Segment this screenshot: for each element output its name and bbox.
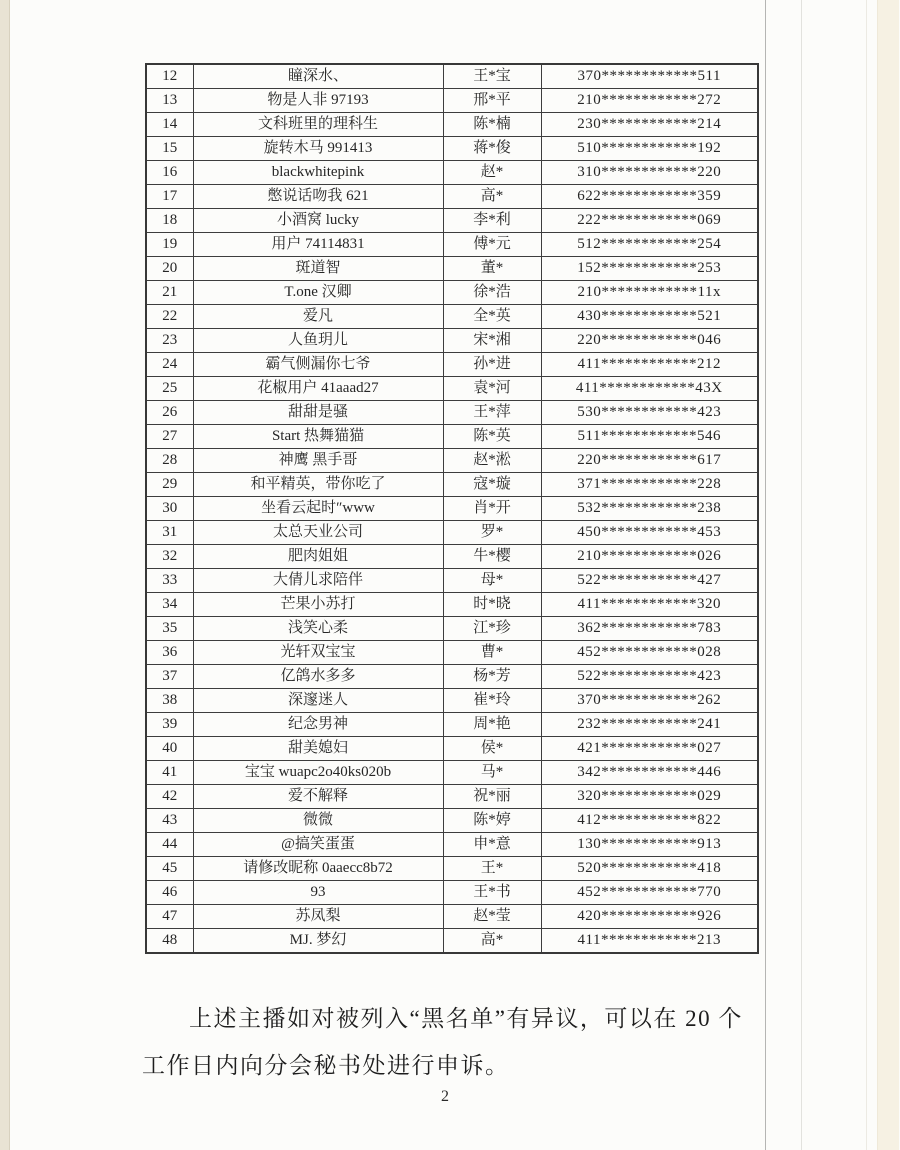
cell-name: 傅*元: [443, 233, 541, 257]
cell-id_number: 320************029: [541, 785, 758, 809]
cell-index: 41: [146, 761, 193, 785]
cell-name: 赵*: [443, 161, 541, 185]
cell-name: 崔*玲: [443, 689, 541, 713]
cell-id_number: 530************423: [541, 401, 758, 425]
cell-index: 16: [146, 161, 193, 185]
cell-name: 王*萍: [443, 401, 541, 425]
appeal-notice-line: 上述主播如对被列入“黑名单”有异议，可以在 20 个: [189, 1006, 743, 1031]
cell-id_number: 522************423: [541, 665, 758, 689]
table-row: [146, 113, 758, 137]
cell-nickname: 93: [193, 881, 443, 905]
cell-nickname: 用户 74114831: [193, 233, 443, 257]
cell-nickname: 甜甜是骚: [193, 401, 443, 425]
cell-id_number: 532************238: [541, 497, 758, 521]
cell-id_number: 232************241: [541, 713, 758, 737]
cell-index: 22: [146, 305, 193, 329]
table-row: [146, 929, 758, 954]
cell-index: 18: [146, 209, 193, 233]
cell-index: 35: [146, 617, 193, 641]
scan-edge-left: [0, 0, 10, 1150]
cell-id_number: 411************43X: [541, 377, 758, 401]
cell-nickname: 宝宝 wuapc2o40ks020b: [193, 761, 443, 785]
table-row: [146, 881, 758, 905]
cell-id_number: 452************028: [541, 641, 758, 665]
cell-index: 30: [146, 497, 193, 521]
cell-nickname: 微微: [193, 809, 443, 833]
cell-index: 19: [146, 233, 193, 257]
cell-name: 高*: [443, 185, 541, 209]
cell-nickname: 人鱼玥儿: [193, 329, 443, 353]
cell-nickname: 和平精英，带你吃了: [193, 473, 443, 497]
cell-name: 寇*璇: [443, 473, 541, 497]
cell-index: 26: [146, 401, 193, 425]
cell-nickname: 爱不解释: [193, 785, 443, 809]
cell-name: 邢*平: [443, 89, 541, 113]
cell-nickname: MJ. 梦幻: [193, 929, 443, 954]
cell-nickname: 憋说话吻我 621: [193, 185, 443, 209]
cell-name: 周*艳: [443, 713, 541, 737]
table-row: [146, 761, 758, 785]
table-row: [146, 281, 758, 305]
cell-nickname: 斑道智: [193, 257, 443, 281]
cell-name: 赵*淞: [443, 449, 541, 473]
cell-index: 45: [146, 857, 193, 881]
cell-id_number: 450************453: [541, 521, 758, 545]
cell-index: 42: [146, 785, 193, 809]
cell-index: 37: [146, 665, 193, 689]
cell-index: 46: [146, 881, 193, 905]
cell-nickname: 瞳深水、: [193, 64, 443, 89]
cell-name: 王*宝: [443, 64, 541, 89]
table-row: [146, 161, 758, 185]
cell-id_number: 342************446: [541, 761, 758, 785]
cell-name: 徐*浩: [443, 281, 541, 305]
cell-name: 侯*: [443, 737, 541, 761]
cell-id_number: 362************783: [541, 617, 758, 641]
table-row: [146, 377, 758, 401]
cell-id_number: 430************521: [541, 305, 758, 329]
cell-id_number: 210************11x: [541, 281, 758, 305]
table-row: [146, 209, 758, 233]
cell-name: 陈*楠: [443, 113, 541, 137]
table-row: [146, 569, 758, 593]
table-row: [146, 713, 758, 737]
cell-index: 34: [146, 593, 193, 617]
cell-name: 罗*: [443, 521, 541, 545]
cell-name: 董*: [443, 257, 541, 281]
table-row: [146, 185, 758, 209]
table-row: [146, 545, 758, 569]
cell-index: 25: [146, 377, 193, 401]
cell-index: 13: [146, 89, 193, 113]
cell-id_number: 370************262: [541, 689, 758, 713]
cell-id_number: 411************213: [541, 929, 758, 954]
cell-id_number: 510************192: [541, 137, 758, 161]
table-row: [146, 833, 758, 857]
cell-index: 36: [146, 641, 193, 665]
cell-nickname: 坐看云起时″www: [193, 497, 443, 521]
cell-name: 江*珍: [443, 617, 541, 641]
cell-index: 31: [146, 521, 193, 545]
cell-index: 20: [146, 257, 193, 281]
cell-index: 32: [146, 545, 193, 569]
table-row: [146, 905, 758, 929]
blacklist-table: [145, 63, 759, 954]
cell-id_number: 411************320: [541, 593, 758, 617]
cell-id_number: 222************069: [541, 209, 758, 233]
cell-index: 28: [146, 449, 193, 473]
table-row: [146, 665, 758, 689]
cell-nickname: 请修改昵称 0aaecc8b72: [193, 857, 443, 881]
cell-index: 24: [146, 353, 193, 377]
cell-index: 47: [146, 905, 193, 929]
cell-id_number: 230************214: [541, 113, 758, 137]
cell-name: 王*书: [443, 881, 541, 905]
table-row: [146, 521, 758, 545]
table-row: [146, 641, 758, 665]
table-row: [146, 449, 758, 473]
blacklist-table-body: [146, 64, 758, 953]
cell-id_number: 622************359: [541, 185, 758, 209]
cell-name: 袁*河: [443, 377, 541, 401]
cell-index: 27: [146, 425, 193, 449]
cell-index: 48: [146, 929, 193, 954]
cell-id_number: 522************427: [541, 569, 758, 593]
table-row: [146, 425, 758, 449]
table-row: [146, 617, 758, 641]
cell-nickname: blackwhitepink: [193, 161, 443, 185]
cell-index: 14: [146, 113, 193, 137]
cell-index: 38: [146, 689, 193, 713]
table-row: [146, 689, 758, 713]
cell-nickname: 爱凡: [193, 305, 443, 329]
table-row: [146, 64, 758, 89]
table-row: [146, 233, 758, 257]
cell-id_number: 512************254: [541, 233, 758, 257]
cell-id_number: 371************228: [541, 473, 758, 497]
cell-nickname: 光轩双宝宝: [193, 641, 443, 665]
cell-id_number: 220************046: [541, 329, 758, 353]
table-row: [146, 401, 758, 425]
cell-name: 肖*开: [443, 497, 541, 521]
cell-index: 23: [146, 329, 193, 353]
cell-nickname: 甜美媳妇: [193, 737, 443, 761]
cell-nickname: 亿鸽水多多: [193, 665, 443, 689]
cell-name: 高*: [443, 929, 541, 954]
cell-id_number: 420************926: [541, 905, 758, 929]
cell-name: 曹*: [443, 641, 541, 665]
scan-fold-line-faint: [801, 0, 802, 1150]
cell-id_number: 412************822: [541, 809, 758, 833]
table-row: [146, 785, 758, 809]
cell-nickname: Start 热舞猫猫: [193, 425, 443, 449]
cell-id_number: 310************220: [541, 161, 758, 185]
cell-nickname: 大倩儿求陪伴: [193, 569, 443, 593]
page-number: 2: [441, 1088, 449, 1105]
cell-name: 陈*英: [443, 425, 541, 449]
cell-name: 王*: [443, 857, 541, 881]
cell-nickname: 肥肉姐姐: [193, 545, 443, 569]
cell-nickname: 物是人非 97193: [193, 89, 443, 113]
cell-index: 39: [146, 713, 193, 737]
cell-nickname: 太总天业公司: [193, 521, 443, 545]
scan-fold-line-faint: [866, 0, 867, 1150]
cell-index: 17: [146, 185, 193, 209]
cell-nickname: 浅笑心柔: [193, 617, 443, 641]
cell-index: 21: [146, 281, 193, 305]
cell-nickname: 神鹰 黑手哥: [193, 449, 443, 473]
cell-index: 15: [146, 137, 193, 161]
cell-index: 40: [146, 737, 193, 761]
cell-nickname: @搞笑蛋蛋: [193, 833, 443, 857]
cell-nickname: 纪念男神: [193, 713, 443, 737]
cell-id_number: 210************026: [541, 545, 758, 569]
table-row: [146, 857, 758, 881]
cell-nickname: 旋转木马 991413: [193, 137, 443, 161]
cell-id_number: 370************511: [541, 64, 758, 89]
cell-name: 李*利: [443, 209, 541, 233]
scan-edge-right: [877, 0, 899, 1150]
cell-id_number: 152************253: [541, 257, 758, 281]
cell-nickname: 深邃迷人: [193, 689, 443, 713]
cell-name: 申*意: [443, 833, 541, 857]
cell-name: 蒋*俊: [443, 137, 541, 161]
cell-name: 宋*湘: [443, 329, 541, 353]
table-row: [146, 593, 758, 617]
cell-name: 全*英: [443, 305, 541, 329]
cell-index: 44: [146, 833, 193, 857]
cell-name: 陈*婷: [443, 809, 541, 833]
table-row: [146, 497, 758, 521]
cell-id_number: 130************913: [541, 833, 758, 857]
table-row: [146, 737, 758, 761]
appeal-notice-line: 工作日内向分会秘书处进行申诉。: [142, 1053, 510, 1078]
cell-id_number: 520************418: [541, 857, 758, 881]
cell-name: 时*晓: [443, 593, 541, 617]
cell-index: 12: [146, 64, 193, 89]
cell-index: 33: [146, 569, 193, 593]
scan-fold-line: [765, 0, 766, 1150]
cell-id_number: 220************617: [541, 449, 758, 473]
cell-name: 杨*芳: [443, 665, 541, 689]
cell-nickname: 霸气侧漏你七爷: [193, 353, 443, 377]
table-row: [146, 137, 758, 161]
cell-name: 母*: [443, 569, 541, 593]
cell-name: 孙*进: [443, 353, 541, 377]
cell-id_number: 421************027: [541, 737, 758, 761]
cell-name: 祝*丽: [443, 785, 541, 809]
table-row: [146, 473, 758, 497]
cell-id_number: 452************770: [541, 881, 758, 905]
cell-nickname: 花椒用户 41aaad27: [193, 377, 443, 401]
cell-name: 牛*樱: [443, 545, 541, 569]
cell-id_number: 210************272: [541, 89, 758, 113]
cell-name: 赵*莹: [443, 905, 541, 929]
cell-nickname: 芒果小苏打: [193, 593, 443, 617]
table-row: [146, 353, 758, 377]
cell-nickname: T.one 汉卿: [193, 281, 443, 305]
cell-nickname: 苏凤梨: [193, 905, 443, 929]
cell-nickname: 小酒窝 lucky: [193, 209, 443, 233]
table-row: [146, 809, 758, 833]
cell-index: 43: [146, 809, 193, 833]
cell-name: 马*: [443, 761, 541, 785]
table-row: [146, 329, 758, 353]
cell-nickname: 文科班里的理科生: [193, 113, 443, 137]
appeal-notice: [142, 995, 774, 1089]
cell-id_number: 411************212: [541, 353, 758, 377]
cell-index: 29: [146, 473, 193, 497]
table-row: [146, 89, 758, 113]
cell-id_number: 511************546: [541, 425, 758, 449]
table-row: [146, 257, 758, 281]
table-row: [146, 305, 758, 329]
